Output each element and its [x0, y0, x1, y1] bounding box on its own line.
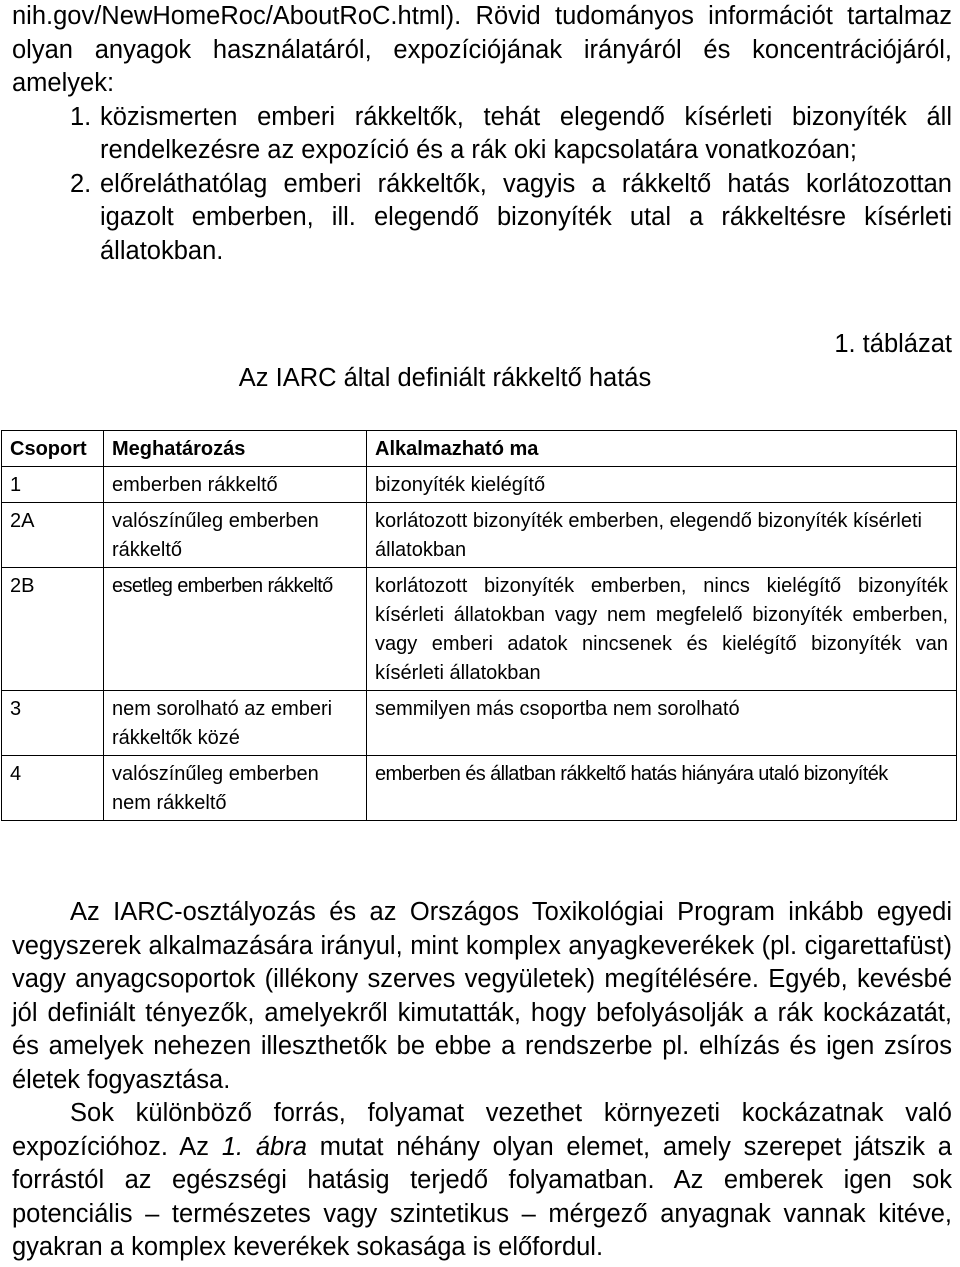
table-row — [2, 503, 957, 568]
table-header-row — [2, 431, 957, 467]
list-item — [12, 101, 952, 168]
table-number-label: 1. táblázat — [834, 330, 952, 358]
body-paragraph: Az IARC-osztályozás és az Országos Toxikológiai Program inkább egyedi vegyszerek alkalmazására irányul, mint komplex anyagkeverékek (pl. cigarettafüst) vagy anyagcsoportok (illékony szerves vegyületek) megítélésére. Egyéb, kevésbé jól definiált tényezők, amelyekről kimutatták, hogy befolyásolják a rák kockázatát, és amelyek nehezen illeszthetők be ebbe a rendszerbe pl. elhízás és igen zsíros életek fogyasztása. — [12, 898, 952, 1094]
intro-paragraph: nih.gov/NewHomeRoc/AboutRoC.html). Rövid tudományos információt tartalmaz olyan anyagok használatáról, expozíciójának irányáról és koncentrációjáról, amelyek: — [12, 2, 952, 97]
list-number: 2. — [70, 169, 92, 198]
cell-applicable: korlátozott bizonyíték emberben, elegendő bizonyíték kísérleti állatokban — [367, 503, 957, 568]
cell-group: 3 — [2, 691, 104, 756]
cell-definition: valószínűleg emberben rákkeltő — [104, 503, 367, 568]
table-title-text: Az IARC által definiált rákkeltő hatás — [238, 364, 652, 392]
criteria-list — [12, 101, 952, 269]
cell-group: 2A — [2, 503, 104, 568]
list-item — [12, 168, 952, 269]
cell-definition: esetleg emberben rákkeltő — [104, 568, 367, 691]
intro-section — [12, 0, 952, 268]
cell-group: 2B — [2, 568, 104, 691]
figure-reference: 1. ábra — [221, 1132, 307, 1161]
cell-definition: valószínűleg emberben nem rákkeltő — [104, 756, 367, 821]
cell-definition: nem sorolható az emberi rákkeltők közé — [104, 691, 367, 756]
paragraph-text: mutat néhány olyan elemet, amely szerepet játszik a forrástól az egészségi hatásig terjedő folyamatban. Az emberek igen sok potenciális – természetes vagy szintetikus – mérgező anyagnak vannak kitéve, gyakran a komplex keverékek sokasága is előfordul. — [12, 1132, 952, 1261]
header-definition: Meghatározás — [104, 431, 367, 467]
cell-applicable: emberben és állatban rákkeltő hatás hiányára utaló bizonyíték — [367, 756, 957, 821]
cell-group: 4 — [2, 756, 104, 821]
body-paragraph — [12, 1097, 952, 1265]
cell-applicable: semmilyen más csoportba nem sorolható — [367, 691, 957, 756]
list-number: 1. — [70, 102, 92, 131]
cell-group: 1 — [2, 467, 104, 503]
table-title — [0, 364, 960, 393]
table-row — [2, 568, 957, 691]
cell-definition: emberben rákkeltő — [104, 467, 367, 503]
cell-applicable: bizonyíték kielégítő — [367, 467, 957, 503]
cell-applicable: korlátozott bizonyíték emberben, nincs kielégítő bizonyíték kísérleti állatokban vagy nem megfelelő bizonyíték emberben, vagy emberi adatok nincsenek és kielégítő bizonyíték van kísérleti állatokban — [367, 568, 957, 691]
table-row — [2, 691, 957, 756]
body-text-section — [12, 896, 952, 1265]
table-row — [2, 467, 957, 503]
header-group: Csoport — [2, 431, 104, 467]
table-row — [2, 756, 957, 821]
header-applicable: Alkalmazható ma — [367, 431, 957, 467]
list-text: előreláthatólag emberi rákkeltők, vagyis a rákkeltő hatás korlátozottan igazolt emberben, ill. elegendő bizonyíték utal a rákkeltésre kísérleti állatokban. — [100, 169, 952, 265]
list-text: közismerten emberi rákkeltők, tehát elegendő kísérleti bizonyíték áll rendelkezésre az expozíció és a rák oki kapcsolatára vonatkozóan; — [100, 102, 952, 164]
iarc-classification-table — [1, 430, 957, 821]
paragraph-text: Sok különböző forrás, folyamat vezethet környezeti kockázatnak való expozícióhoz. Az — [12, 1099, 952, 1161]
